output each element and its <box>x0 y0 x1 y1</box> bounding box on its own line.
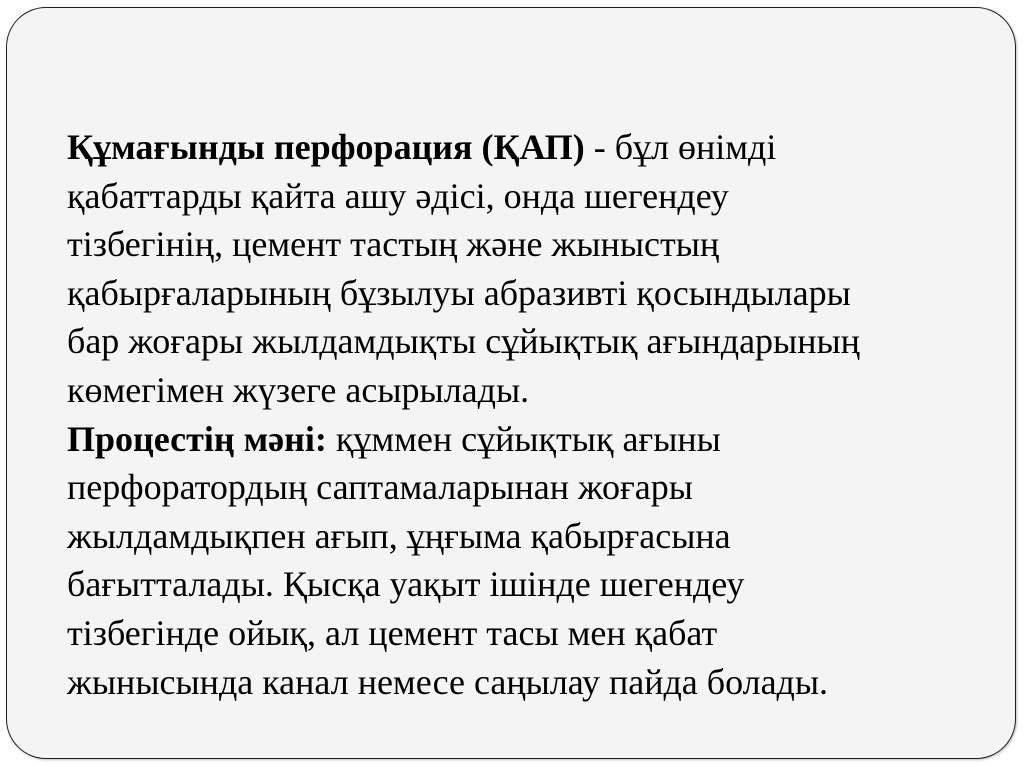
text-line: тізбегінде ойық, ал цемент тасы мен қабат <box>67 612 718 653</box>
text-line: бар жоғары жылдамдықты сұйықтық ағындарының <box>67 321 860 362</box>
definition-term: Құмағынды перфорация (ҚАП) <box>67 127 585 167</box>
text-line: тізбегінің, цемент тастың және жыныстың <box>67 224 720 265</box>
text-line: жынысында канал немесе саңылау пайда болады. <box>67 661 829 702</box>
text-line: бағытталады. Қысқа уақыт ішінде шегендеу <box>67 564 745 605</box>
text-run: құммен сұйықтық ағыны <box>326 418 721 459</box>
text-line: көмегімен жүзеге асырылады. <box>67 369 530 410</box>
slide-body-text <box>67 123 987 706</box>
section-heading: Процестің мәні: <box>67 418 327 459</box>
text-line: қабаттарды қайта ашу әдісі, онда шегендеу <box>67 175 729 216</box>
text-line: қабырғаларының бұзылуы абразивті қосындылары <box>67 272 851 313</box>
text-line <box>67 415 987 464</box>
text-line: перфоратордың саптамаларынан жоғары <box>67 467 693 508</box>
text-run: - бұл өнімді <box>584 127 777 167</box>
text-line <box>67 123 987 172</box>
text-line: жылдамдықпен ағып, ұңғыма қабырғасына <box>67 515 731 556</box>
